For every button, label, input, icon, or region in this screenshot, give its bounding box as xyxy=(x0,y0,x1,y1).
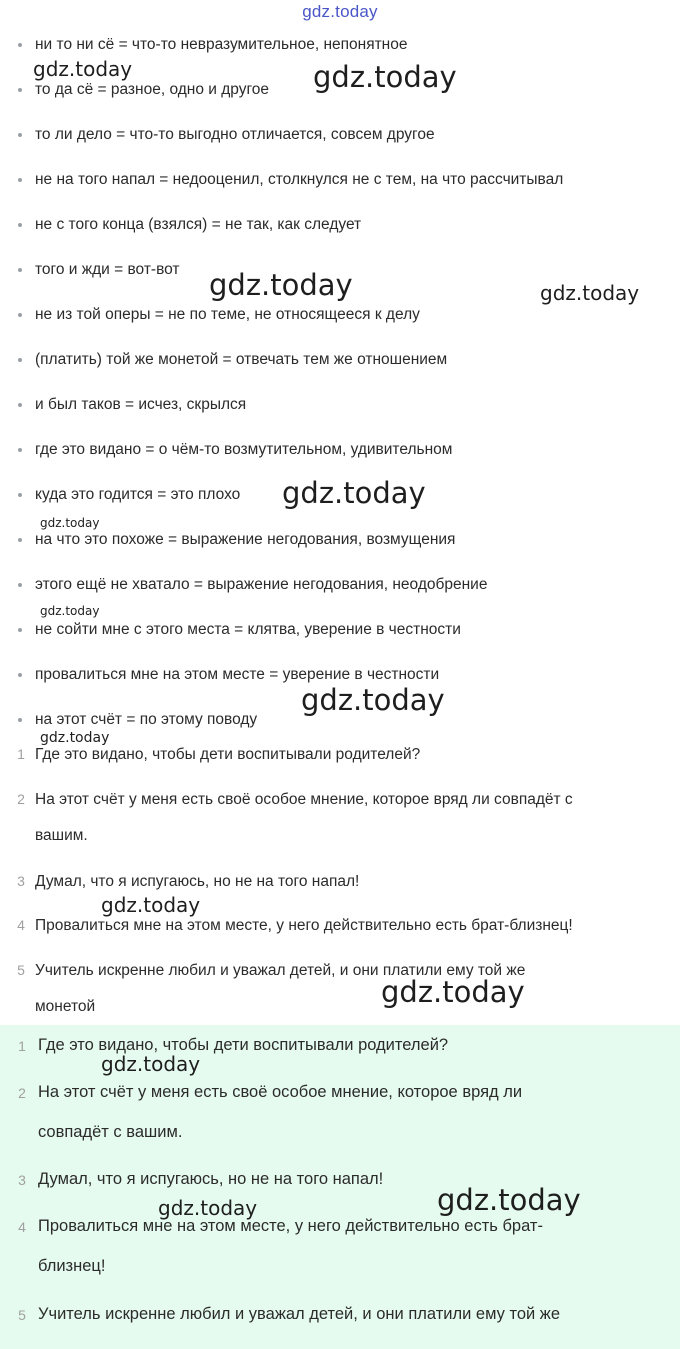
watermark: gdz.today xyxy=(101,1052,201,1076)
sentence-text: близнец! xyxy=(38,1257,106,1275)
watermark: gdz.today xyxy=(313,60,457,94)
phrase-text: то да сё = разное, одно и другое xyxy=(35,80,270,98)
sentence-text: На этот счёт у меня есть своё особое мнение, которое вряд ли совпадёт с xyxy=(35,791,573,808)
phrase-text: не на того напал = недооценил, столкнулся не с тем, на что рассчитывал xyxy=(35,170,564,188)
sentence-text: Думал, что я испугаюсь, но не на того напал! xyxy=(38,1170,384,1188)
header-watermark: gdz.today xyxy=(302,2,378,21)
sentence-text: вашим. xyxy=(35,827,88,844)
watermark: gdz.today xyxy=(381,975,525,1009)
bullet-icon xyxy=(18,268,22,272)
phrase-text: где это видано = о чём-то возмутительном, удивительном xyxy=(35,440,453,458)
bullet-icon xyxy=(18,133,22,137)
sentence-number: 2 xyxy=(18,1085,26,1101)
sentence-text: Где это видано, чтобы дети воспитывали родителей? xyxy=(38,1036,449,1054)
list-item xyxy=(0,337,680,382)
phrase-text: не с того конца (взялся) = не так, как следует xyxy=(35,215,362,233)
sentence-number: 2 xyxy=(17,791,25,807)
phrase-text: на что это похоже = выражение негодования, возмущения xyxy=(35,530,456,548)
list-item xyxy=(0,382,680,427)
phrase-text: куда это годится = это плохо xyxy=(35,485,241,503)
watermark: gdz.today xyxy=(33,57,133,81)
bullet-icon xyxy=(18,628,22,632)
bullet-icon xyxy=(18,403,22,407)
sentence-number: 5 xyxy=(17,962,25,978)
sentence-text: монетой xyxy=(35,998,96,1015)
watermark: gdz.today xyxy=(437,1183,581,1217)
watermark: gdz.today xyxy=(158,1196,258,1220)
sentence-text: Провалиться мне на этом месте, у него действительно есть брат- xyxy=(38,1217,543,1235)
bullet-icon xyxy=(18,223,22,227)
phrase-text: (платить) той же монетой = отвечать тем же отношением xyxy=(35,350,448,368)
sentence-text: Учитель искренне любил и уважал детей, и они платили ему той же xyxy=(35,962,526,979)
sentence-number: 5 xyxy=(18,1307,26,1323)
bullet-icon xyxy=(18,178,22,182)
watermark: gdz.today xyxy=(301,683,445,717)
bullet-icon xyxy=(18,358,22,362)
bullet-icon xyxy=(18,448,22,452)
sentence-number: 4 xyxy=(18,1219,26,1235)
watermark: gdz.today xyxy=(40,604,100,618)
sentence-text: Провалиться мне на этом месте, у него действительно есть брат-близнец! xyxy=(35,917,573,934)
phrase-text: этого ещё не хватало = выражение негодования, неодобрение xyxy=(35,575,488,593)
bullet-icon xyxy=(18,718,22,722)
sentence-number: 1 xyxy=(17,746,25,762)
phrase-text: и был таков = исчез, скрылся xyxy=(35,395,247,413)
phrase-text: то ли дело = что-то выгодно отличается, совсем другое xyxy=(35,125,435,143)
sentence-text: На этот счёт у меня есть своё особое мнение, которое вряд ли xyxy=(38,1083,523,1101)
watermark: gdz.today xyxy=(540,281,640,305)
phrase-text: ни то ни сё = что-то невразумительное, непонятное xyxy=(35,35,408,53)
phrase-text: не из той оперы = не по теме, не относящееся к делу xyxy=(35,305,420,323)
sentence-text: Учитель искренне любил и уважал детей, и они платили ему той же xyxy=(38,1305,561,1323)
bullet-icon xyxy=(18,583,22,587)
list-item xyxy=(0,517,680,562)
watermark: gdz.today xyxy=(40,516,100,530)
sentence-number: 4 xyxy=(17,917,25,933)
phrase-text: провалиться мне на этом месте = уверение в честности xyxy=(35,665,440,683)
list-item xyxy=(0,202,680,247)
phrase-text: не сойти мне с этого места = клятва, уверение в честности xyxy=(35,620,461,638)
sentence-number: 3 xyxy=(17,873,25,889)
watermark: gdz.today xyxy=(40,730,110,746)
phrase-list xyxy=(0,22,680,742)
sentence-text: Думал, что я испугаюсь, но не на того напал! xyxy=(35,873,360,890)
phrase-text: на этот счёт = по этому поводу xyxy=(35,710,258,728)
bullet-icon xyxy=(18,43,22,47)
list-item xyxy=(0,562,680,607)
watermark: gdz.today xyxy=(209,268,353,302)
phrase-text: того и жди = вот-вот xyxy=(35,260,180,278)
bullet-icon xyxy=(18,673,22,677)
watermark: gdz.today xyxy=(282,476,426,510)
bullet-icon xyxy=(18,88,22,92)
watermark: gdz.today xyxy=(101,893,201,917)
list-item xyxy=(0,607,680,652)
sentence-number: 3 xyxy=(18,1172,26,1188)
bullet-icon xyxy=(18,313,22,317)
list-item xyxy=(0,427,680,472)
sentence-number: 1 xyxy=(18,1038,26,1054)
bullet-icon xyxy=(18,538,22,542)
list-item xyxy=(0,112,680,157)
sentence-text: совпадёт с вашим. xyxy=(38,1123,183,1141)
list-item xyxy=(0,157,680,202)
sentence-text: Где это видано, чтобы дети воспитывали родителей? xyxy=(35,746,421,763)
bullet-icon xyxy=(18,493,22,497)
